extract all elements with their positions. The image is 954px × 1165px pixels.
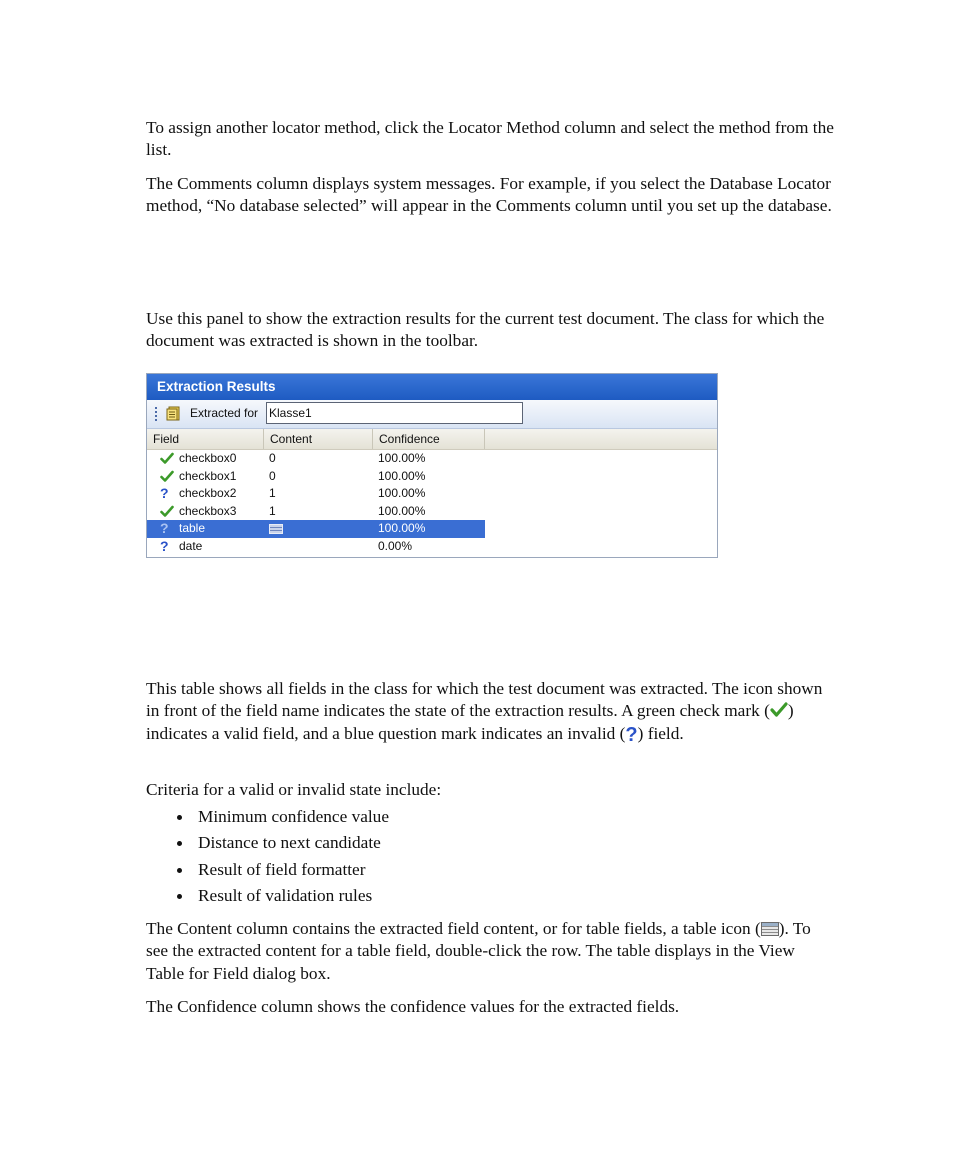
extracted-for-label: Extracted for: [190, 406, 259, 420]
text-segment: This table shows all fields in the class for which the test document was extracted. The icon shown in front of the field name indicates the state of the extraction results. A green check mark (: [146, 679, 823, 721]
panel-title: Extraction Results: [147, 374, 717, 400]
table-row[interactable]: [147, 450, 485, 468]
confidence-cell: 100.00%: [378, 486, 426, 501]
paragraph-field-states: [146, 678, 836, 745]
column-header-confidence[interactable]: Confidence: [373, 429, 485, 449]
table-row[interactable]: [147, 520, 485, 538]
check-mark-icon: [160, 468, 174, 485]
paragraph-confidence-column: The Confidence column shows the confidence values for the extracted fields.: [146, 997, 680, 1016]
confidence-cell: 100.00%: [378, 521, 426, 536]
table-icon: [269, 520, 283, 539]
question-mark-icon: ?: [160, 538, 169, 554]
results-grid: [147, 450, 717, 558]
table-row[interactable]: [147, 538, 485, 556]
toolbar-grip-handle[interactable]: [155, 407, 157, 422]
field-name-cell: table: [179, 521, 206, 536]
paragraph-panel-intro: Use this panel to show the extraction results for the current test document. The class for which the document was extracted is shown in the toolbar.: [146, 309, 825, 351]
text-segment: ) field.: [637, 723, 684, 743]
field-name-cell: date: [179, 539, 203, 553]
check-mark-icon: [160, 450, 174, 467]
field-name-cell: checkbox0: [179, 451, 237, 465]
content-cell: 1: [269, 503, 276, 518]
grid-header: [147, 429, 717, 450]
field-name-cell: checkbox3: [179, 503, 237, 518]
text-segment: ) indicates a valid field, and a blue question mark indicates an invalid (: [146, 701, 794, 743]
confidence-cell: 100.00%: [378, 468, 426, 483]
extraction-results-panel: [146, 373, 718, 558]
paragraph-comments-column: The Comments column displays system messages. For example, if you select the Database Locator method, “No database selected” will appear in the Comments column until you set up the database.: [146, 174, 832, 216]
check-mark-icon: [770, 701, 788, 719]
extracted-for-field[interactable]: [266, 402, 523, 424]
paragraph-criteria: Criteria for a valid or invalid state include:: [146, 780, 442, 799]
column-header-field[interactable]: Field: [147, 429, 264, 449]
field-name-cell: checkbox1: [179, 468, 237, 483]
confidence-cell: 0.00%: [378, 539, 413, 553]
paragraph-locator-method: To assign another locator method, click the Locator Method column and select the method from the list.: [146, 118, 834, 160]
text-segment: The Content column contains the extracted field content, or for table fields, a table icon (: [146, 919, 761, 938]
content-cell: 1: [269, 486, 276, 501]
text-segment: ). To see the extracted content for a table field, double-click the row. The table displays in the View Table for Field dialog box.: [146, 919, 811, 983]
confidence-cell: 100.00%: [378, 503, 426, 518]
column-header-content[interactable]: Content: [264, 429, 373, 449]
table-icon: [761, 922, 779, 936]
list-item: Result of validation rules: [172, 885, 389, 911]
content-cell: 0: [269, 451, 276, 465]
document-icon[interactable]: [166, 406, 180, 421]
table-row[interactable]: [147, 485, 485, 503]
panel-toolbar: [147, 400, 717, 429]
confidence-cell: 100.00%: [378, 451, 426, 465]
question-mark-icon: ?: [160, 520, 169, 537]
table-row[interactable]: [147, 468, 485, 486]
check-mark-icon: [160, 503, 174, 520]
table-row[interactable]: [147, 503, 485, 521]
question-mark-icon: ?: [160, 485, 169, 502]
list-item: Distance to next candidate: [172, 832, 389, 858]
content-cell: 0: [269, 468, 276, 483]
question-mark-icon: ?: [625, 723, 638, 746]
criteria-list: [172, 806, 389, 911]
paragraph-content-column: [146, 918, 836, 985]
field-name-cell: checkbox2: [179, 486, 237, 501]
list-item: Minimum confidence value: [172, 806, 389, 832]
list-item: Result of field formatter: [172, 859, 389, 885]
